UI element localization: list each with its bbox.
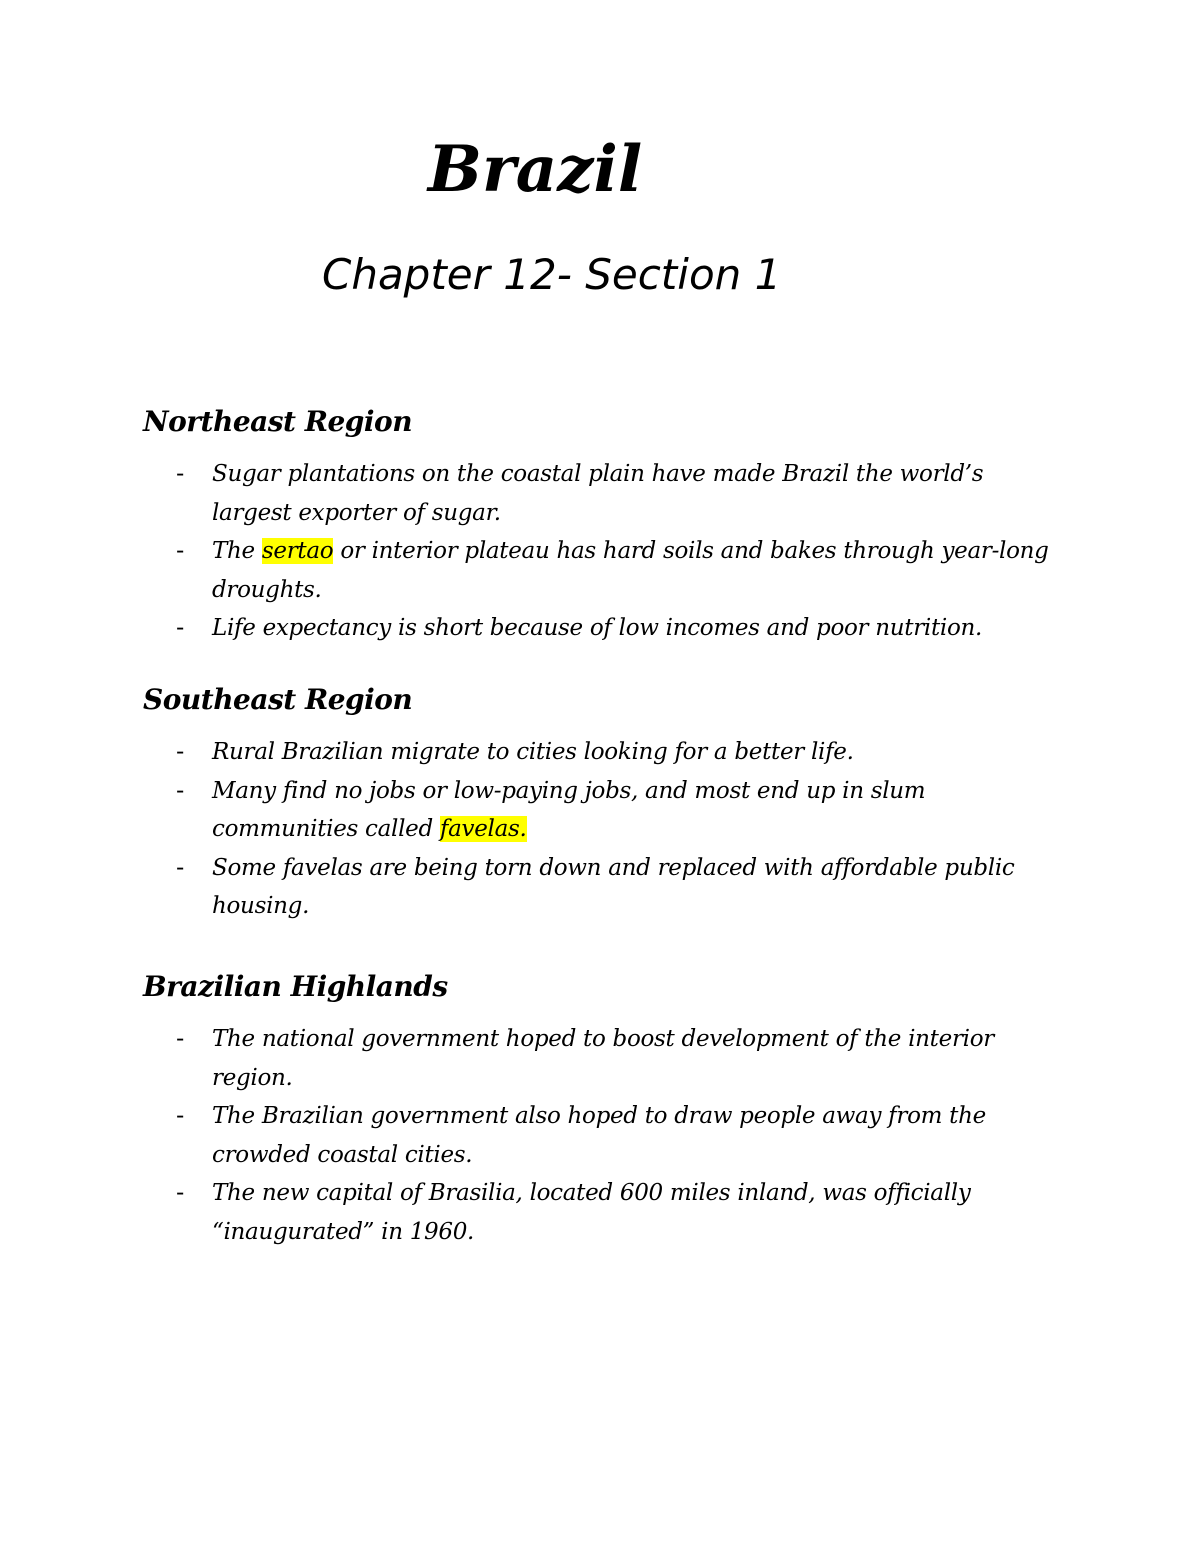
list-item bbox=[0, 849, 1062, 926]
bullet-dash: - bbox=[176, 854, 184, 881]
bullet-list bbox=[0, 455, 1200, 648]
bullet-list bbox=[0, 733, 1200, 926]
section-heading: Southeast Region bbox=[143, 683, 413, 716]
bullet-text: Life expectancy is short because of low incomes and poor nutrition. bbox=[212, 615, 983, 641]
list-item bbox=[0, 1020, 1062, 1097]
bullet-text: Some favelas are being torn down and replaced with affordable public housing. bbox=[212, 854, 1015, 919]
bullet-dash: - bbox=[176, 1103, 184, 1129]
bullet-dash: - bbox=[176, 615, 184, 641]
bullet-text: The national government hoped to boost development of the interior region. bbox=[212, 1026, 994, 1091]
bullet-text: Sugar plantations on the coastal plain have made Brazil the world’s largest exporter of sugar. bbox=[212, 461, 984, 526]
bullet-dash: - bbox=[176, 538, 184, 564]
bullet-text: The new capital of Brasilia, located 600 miles inland, was officially “inaugurated” in 1960. bbox=[212, 1180, 971, 1245]
highlighted-term: favelas. bbox=[439, 816, 527, 842]
list-item bbox=[0, 609, 1062, 648]
bullet-text: Many find no jobs or low-paying jobs, and most end up in slum communities called bbox=[212, 777, 926, 842]
highlighted-term: sertao bbox=[261, 538, 334, 564]
bullet-dash: - bbox=[176, 1026, 184, 1052]
section-heading: Northeast Region bbox=[143, 405, 413, 438]
bullet-dash: - bbox=[176, 739, 184, 765]
bullet-dash: - bbox=[176, 461, 184, 487]
bullet-text: The Brazilian government also hoped to draw people away from the crowded coastal cities. bbox=[212, 1103, 986, 1168]
list-item bbox=[0, 532, 1062, 609]
bullet-dash: - bbox=[176, 777, 184, 804]
bullet-text: The bbox=[212, 538, 262, 564]
list-item bbox=[0, 1174, 1062, 1251]
list-item bbox=[0, 733, 1062, 772]
bullet-text: or interior plateau has hard soils and bakes through year-long droughts. bbox=[212, 538, 1049, 603]
bullet-dash: - bbox=[176, 1180, 184, 1206]
section-heading: Brazilian Highlands bbox=[143, 970, 448, 1003]
bullet-list bbox=[0, 1020, 1200, 1251]
list-item bbox=[0, 772, 1062, 849]
page-title: Brazil bbox=[427, 132, 643, 207]
list-item bbox=[0, 1097, 1062, 1174]
list-item bbox=[0, 455, 1062, 532]
page-subtitle: Chapter 12- Section 1 bbox=[322, 250, 782, 299]
bullet-text: Rural Brazilian migrate to cities looking for a better life. bbox=[212, 739, 854, 765]
